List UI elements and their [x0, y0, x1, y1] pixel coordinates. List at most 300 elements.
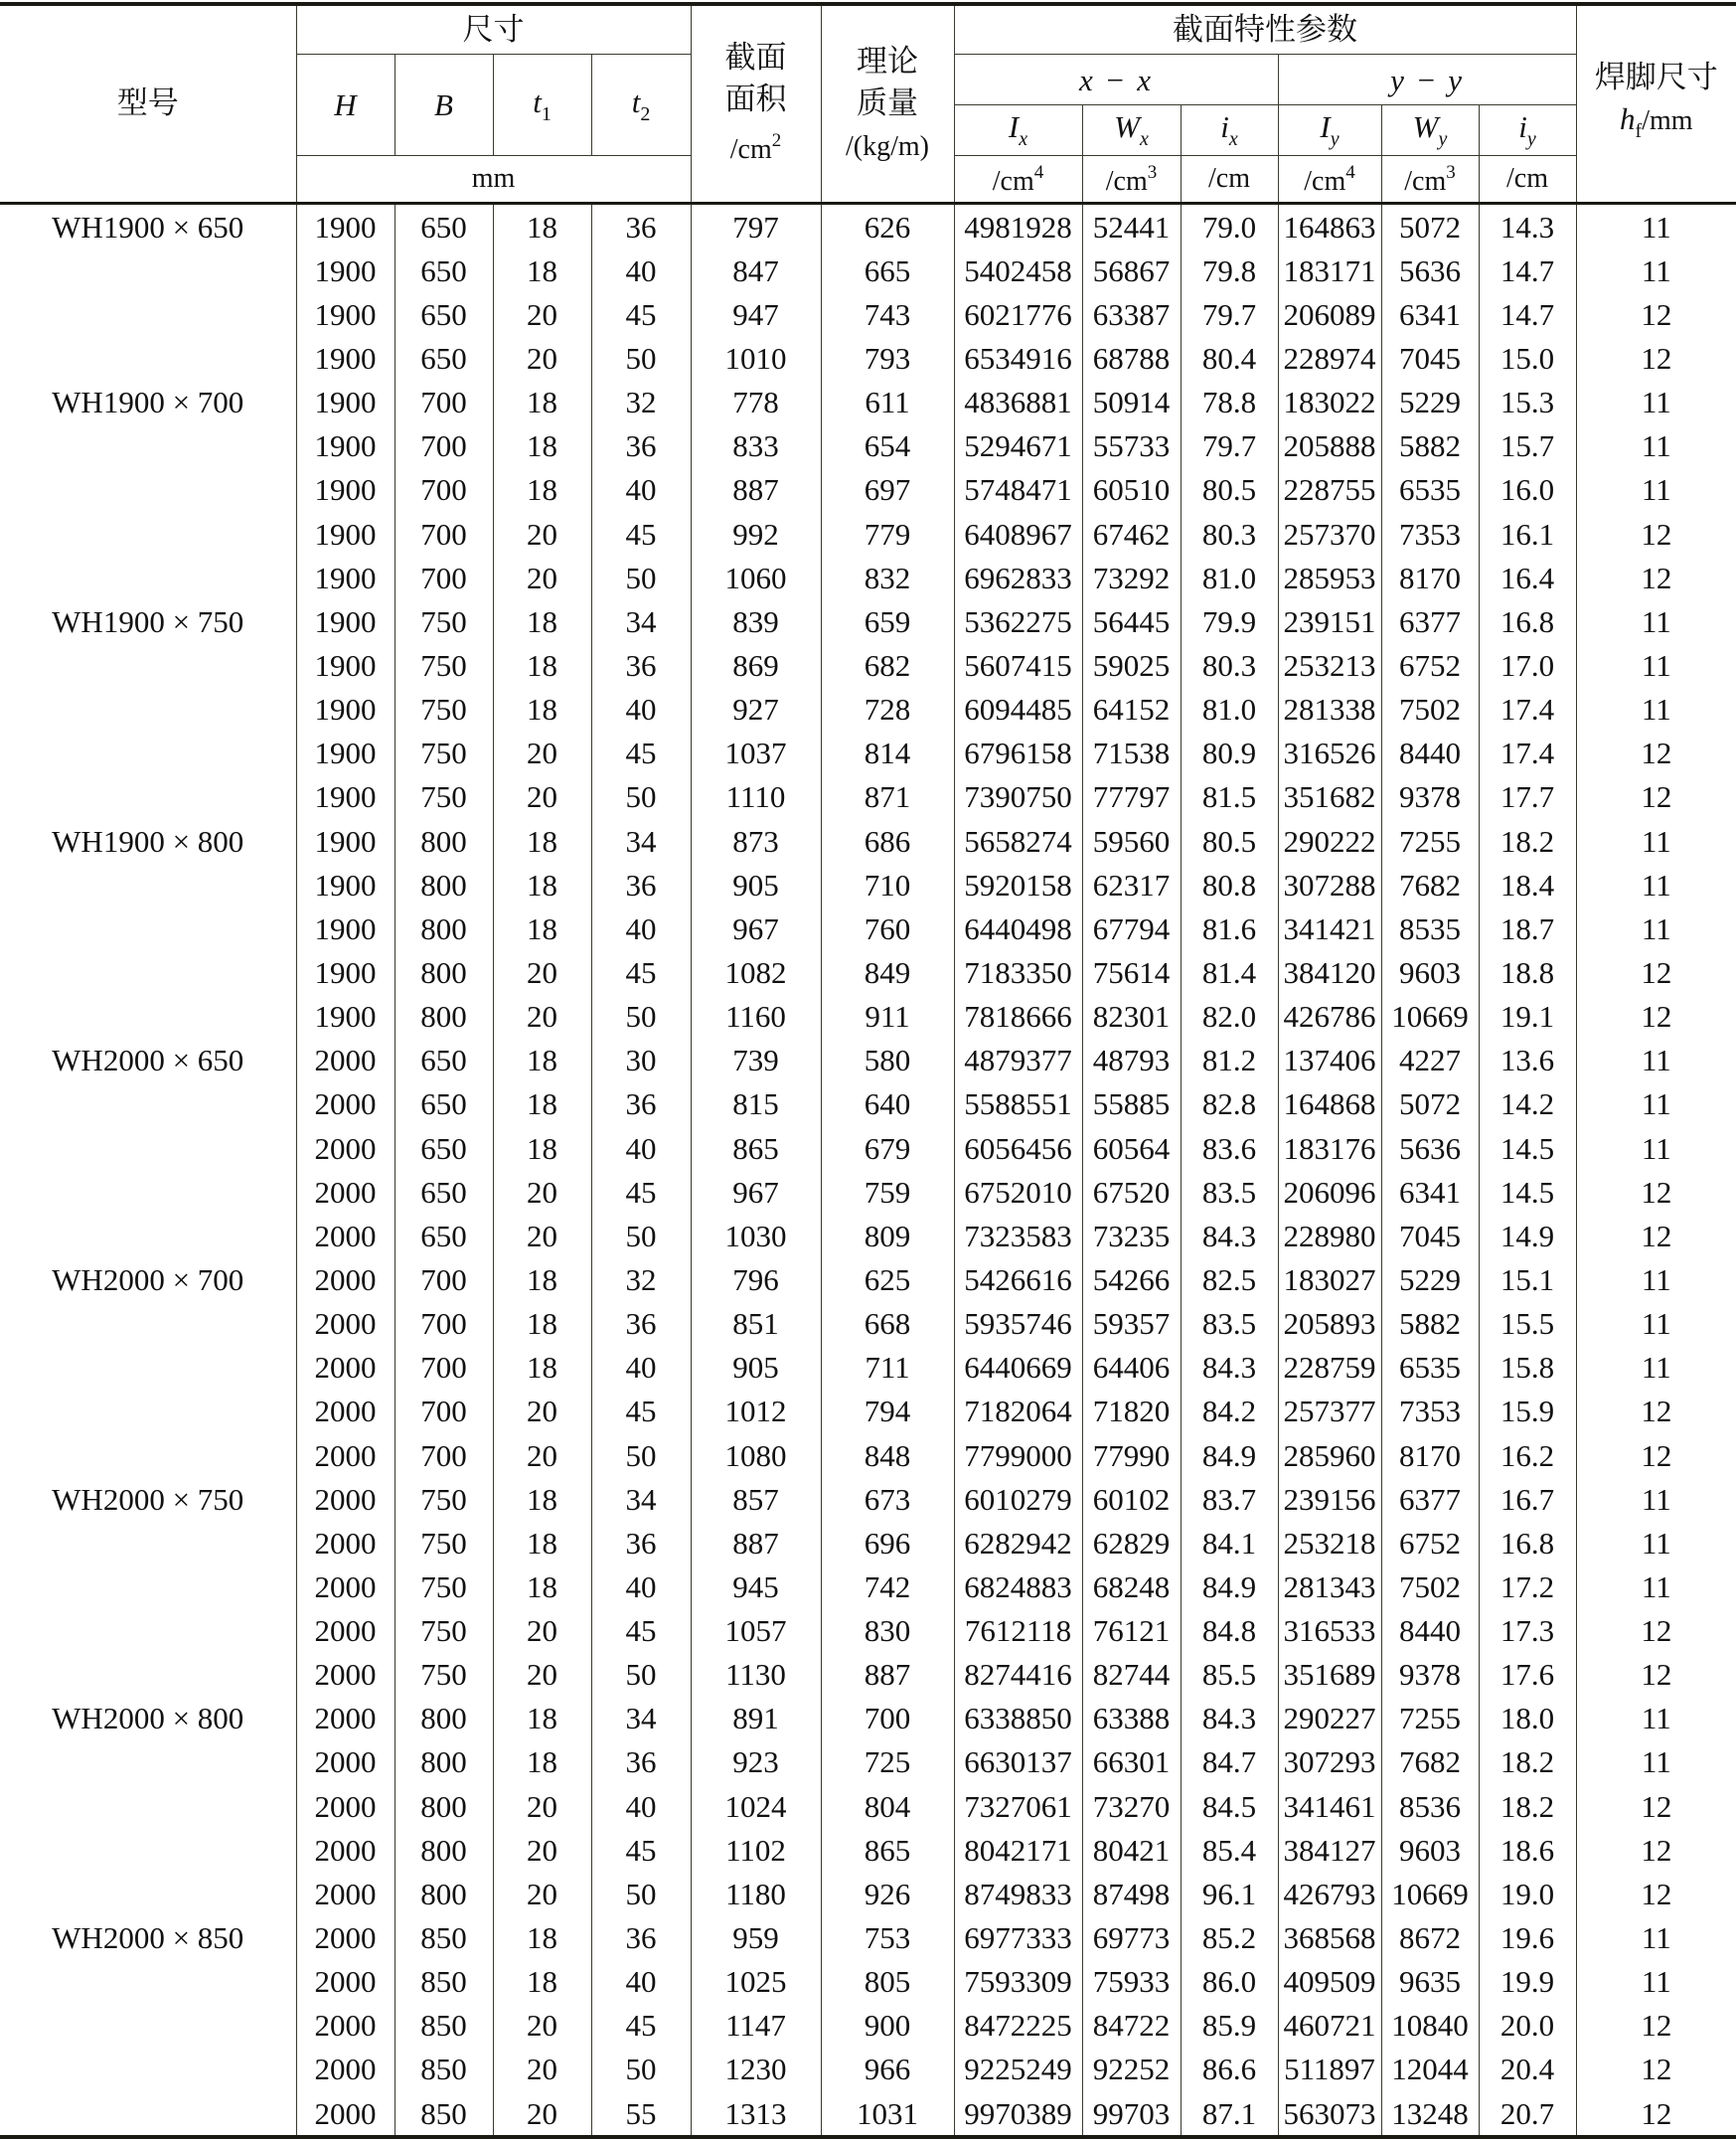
cell-wy: 5636 — [1381, 1126, 1479, 1170]
table-row — [0, 1653, 1736, 1697]
header-weld — [1576, 4, 1736, 204]
table-row — [0, 204, 1736, 249]
cell-hf: 11 — [1576, 906, 1736, 950]
cell-m: 809 — [821, 1214, 954, 1257]
cell-hf: 12 — [1576, 1433, 1736, 1477]
cell-model — [0, 1433, 296, 1477]
cell-ix: 7612118 — [954, 1609, 1082, 1653]
cell-ix: 5607415 — [954, 643, 1082, 687]
cell-a: 1012 — [691, 1390, 821, 1433]
cell-iy: 18.2 — [1479, 1784, 1576, 1828]
cell-m: 830 — [821, 1609, 954, 1653]
cell-t1: 20 — [493, 1214, 591, 1257]
cell-a: 887 — [691, 1521, 821, 1564]
cell-iy: 228980 — [1278, 1214, 1381, 1257]
cell-t1: 18 — [493, 1477, 591, 1521]
cell-h: 2000 — [296, 1039, 395, 1082]
cell-wy: 9603 — [1381, 1828, 1479, 1872]
cell-ix: 6962833 — [954, 556, 1082, 599]
cell-iy: 15.0 — [1479, 336, 1576, 380]
table-row — [0, 1609, 1736, 1653]
cell-b: 850 — [395, 1915, 493, 1959]
table-row — [0, 1214, 1736, 1257]
cell-ix: 83.6 — [1181, 1126, 1278, 1170]
cell-wy: 7502 — [1381, 1564, 1479, 1608]
table-row — [0, 1257, 1736, 1301]
cell-iy: 228974 — [1278, 336, 1381, 380]
header-prop-ix-sub: x — [1228, 128, 1238, 150]
cell-h: 2000 — [296, 1653, 395, 1697]
cell-a: 1024 — [691, 1784, 821, 1828]
cell-a: 967 — [691, 906, 821, 950]
cell-model — [0, 2048, 296, 2091]
table-row — [0, 1915, 1736, 1959]
cell-wy: 7353 — [1381, 512, 1479, 556]
cell-m: 728 — [821, 688, 954, 732]
cell-ix: 81.2 — [1181, 1039, 1278, 1082]
cell-ix: 84.1 — [1181, 1521, 1278, 1564]
cell-t1: 18 — [493, 1915, 591, 1959]
cell-wy: 10669 — [1381, 1872, 1479, 1915]
cell-wx: 99703 — [1082, 2091, 1181, 2137]
cell-a: 1060 — [691, 556, 821, 599]
cell-model — [0, 688, 296, 732]
cell-h: 2000 — [296, 1082, 395, 1126]
cell-iy: 409509 — [1278, 1960, 1381, 2004]
header-prop-Wy-sub: y — [1438, 128, 1448, 150]
cell-t2: 36 — [591, 863, 691, 906]
cell-iy: 228759 — [1278, 1346, 1381, 1390]
cell-m: 679 — [821, 1126, 954, 1170]
cell-wx: 73270 — [1082, 1784, 1181, 1828]
cell-iy: 16.8 — [1479, 599, 1576, 643]
table-row — [0, 1170, 1736, 1214]
cell-hf: 12 — [1576, 950, 1736, 994]
cell-wy: 7045 — [1381, 336, 1479, 380]
cell-m: 865 — [821, 1828, 954, 1872]
cell-t1: 18 — [493, 1564, 591, 1608]
cell-wy: 8170 — [1381, 556, 1479, 599]
header-area-unit-sup: 2 — [771, 130, 782, 151]
cell-t2: 36 — [591, 1302, 691, 1346]
cell-ix: 80.5 — [1181, 468, 1278, 512]
cell-model — [0, 1960, 296, 2004]
cell-b: 650 — [395, 1170, 493, 1214]
cell-ix: 5920158 — [954, 863, 1082, 906]
cell-t2: 45 — [591, 732, 691, 775]
cell-ix: 79.0 — [1181, 204, 1278, 249]
cell-h: 2000 — [296, 2048, 395, 2091]
cell-a: 796 — [691, 1257, 821, 1301]
cell-hf: 12 — [1576, 512, 1736, 556]
cell-iy: 19.6 — [1479, 1915, 1576, 1959]
header-prop-iy-sub: y — [1526, 128, 1536, 150]
cell-wx: 50914 — [1082, 381, 1181, 424]
header-mass — [821, 4, 954, 204]
cell-t2: 30 — [591, 1039, 691, 1082]
cell-ix: 4879377 — [954, 1039, 1082, 1082]
cell-ix: 85.4 — [1181, 1828, 1278, 1872]
cell-a: 905 — [691, 863, 821, 906]
cell-t2: 50 — [591, 1872, 691, 1915]
table-row — [0, 995, 1736, 1039]
cell-ix: 6440498 — [954, 906, 1082, 950]
cell-a: 869 — [691, 643, 821, 687]
cell-wx: 48793 — [1082, 1039, 1181, 1082]
table-row — [0, 381, 1736, 424]
cell-a: 923 — [691, 1740, 821, 1784]
cell-m: 743 — [821, 292, 954, 336]
header-mass-line1: 理论 — [857, 43, 918, 80]
cell-t1: 20 — [493, 512, 591, 556]
cell-ix: 96.1 — [1181, 1872, 1278, 1915]
cell-m: 710 — [821, 863, 954, 906]
cell-wy: 9635 — [1381, 1960, 1479, 2004]
cell-iy: 351689 — [1278, 1653, 1381, 1697]
cell-ix: 8472225 — [954, 2004, 1082, 2048]
cell-m: 697 — [821, 468, 954, 512]
cell-wx: 75614 — [1082, 950, 1181, 994]
cell-model — [0, 336, 296, 380]
header-dim-t2-sym: t — [631, 83, 641, 119]
cell-t2: 45 — [591, 1170, 691, 1214]
cell-model — [0, 292, 296, 336]
cell-iy: 17.2 — [1479, 1564, 1576, 1608]
model-series: WH1900 × 800 — [52, 823, 244, 859]
cell-iy: 511897 — [1278, 2048, 1381, 2091]
cell-wy: 8440 — [1381, 1609, 1479, 1653]
cell-h: 1900 — [296, 775, 395, 819]
cell-b: 700 — [395, 1433, 493, 1477]
cell-b: 800 — [395, 1784, 493, 1828]
cell-hf: 11 — [1576, 1564, 1736, 1608]
cell-wx: 66301 — [1082, 1740, 1181, 1784]
cell-ix: 81.0 — [1181, 688, 1278, 732]
cell-wx: 67520 — [1082, 1170, 1181, 1214]
cell-b: 650 — [395, 1082, 493, 1126]
cell-wx: 55733 — [1082, 424, 1181, 468]
cell-iy: 137406 — [1278, 1039, 1381, 1082]
cell-b: 850 — [395, 2091, 493, 2137]
cell-wx: 55885 — [1082, 1082, 1181, 1126]
cell-h: 2000 — [296, 1784, 395, 1828]
cell-m: 966 — [821, 2048, 954, 2091]
cell-ix: 6094485 — [954, 688, 1082, 732]
cell-model — [0, 1564, 296, 1608]
cell-hf: 11 — [1576, 819, 1736, 863]
cell-m: 926 — [821, 1872, 954, 1915]
cell-wy: 8672 — [1381, 1915, 1479, 1959]
cell-hf: 11 — [1576, 1302, 1736, 1346]
cell-iy: 14.7 — [1479, 292, 1576, 336]
cell-hf: 11 — [1576, 1915, 1736, 1959]
cell-wx: 60510 — [1082, 468, 1181, 512]
cell-a: 1110 — [691, 775, 821, 819]
cell-hf: 12 — [1576, 1214, 1736, 1257]
cell-hf: 11 — [1576, 1039, 1736, 1082]
cell-ix: 7183350 — [954, 950, 1082, 994]
cell-m: 760 — [821, 906, 954, 950]
cell-hf: 11 — [1576, 1346, 1736, 1390]
cell-wx: 84722 — [1082, 2004, 1181, 2048]
cell-ix: 8274416 — [954, 1653, 1082, 1697]
cell-model — [0, 1082, 296, 1126]
cell-a: 1230 — [691, 2048, 821, 2091]
cell-iy: 15.5 — [1479, 1302, 1576, 1346]
table-row — [0, 1390, 1736, 1433]
cell-hf: 11 — [1576, 1082, 1736, 1126]
header-unit-Wx — [1082, 156, 1181, 204]
cell-iy: 18.2 — [1479, 819, 1576, 863]
cell-wy: 7682 — [1381, 863, 1479, 906]
cell-h: 1900 — [296, 863, 395, 906]
cell-model — [0, 2004, 296, 2048]
cell-t1: 20 — [493, 2091, 591, 2137]
cell-model — [0, 1302, 296, 1346]
header-prop-Wy-sym: W — [1412, 109, 1439, 144]
cell-t1: 20 — [493, 292, 591, 336]
header-unit-Wx-sup: 3 — [1147, 161, 1158, 183]
header-unit-ix — [1181, 156, 1278, 204]
cell-ix: 80.3 — [1181, 512, 1278, 556]
header-unit-Wx-text: /cm — [1105, 165, 1148, 197]
cell-ix: 79.7 — [1181, 292, 1278, 336]
cell-model — [0, 381, 296, 424]
cell-m: 805 — [821, 1960, 954, 2004]
cell-wy: 7502 — [1381, 688, 1479, 732]
cell-t1: 20 — [493, 556, 591, 599]
header-dim-H — [296, 55, 395, 156]
cell-wy: 7255 — [1381, 819, 1479, 863]
cell-t2: 36 — [591, 1082, 691, 1126]
cell-model — [0, 1653, 296, 1697]
cell-iy: 290227 — [1278, 1697, 1381, 1740]
cell-ix: 85.9 — [1181, 2004, 1278, 2048]
cell-model — [0, 1609, 296, 1653]
cell-m: 779 — [821, 512, 954, 556]
cell-t1: 18 — [493, 381, 591, 424]
table-row — [0, 863, 1736, 906]
cell-iy: 257377 — [1278, 1390, 1381, 1433]
cell-iy: 206089 — [1278, 292, 1381, 336]
header-prop-iy-sym: i — [1518, 109, 1527, 144]
table-row — [0, 819, 1736, 863]
cell-wy: 7682 — [1381, 1740, 1479, 1784]
header-mass-line2: 质量 — [857, 84, 918, 121]
cell-ix: 7593309 — [954, 1960, 1082, 2004]
cell-model — [0, 995, 296, 1039]
cell-a: 891 — [691, 1697, 821, 1740]
cell-iy: 316526 — [1278, 732, 1381, 775]
header-unit-Iy-sup: 4 — [1345, 161, 1355, 183]
cell-iy: 19.1 — [1479, 995, 1576, 1039]
cell-a: 947 — [691, 292, 821, 336]
cell-b: 650 — [395, 248, 493, 292]
header-area-unit: /cm — [729, 134, 772, 165]
header-prop-Wx — [1082, 105, 1181, 156]
cell-wy: 6535 — [1381, 468, 1479, 512]
cell-hf: 12 — [1576, 556, 1736, 599]
cell-wx: 64152 — [1082, 688, 1181, 732]
cell-h: 2000 — [296, 2091, 395, 2137]
cell-iy: 384120 — [1278, 950, 1381, 994]
cell-wy: 13248 — [1381, 2091, 1479, 2137]
cell-iy: 17.4 — [1479, 732, 1576, 775]
cell-a: 857 — [691, 1477, 821, 1521]
cell-m: 611 — [821, 381, 954, 424]
cell-wx: 63388 — [1082, 1697, 1181, 1740]
cell-iy: 14.5 — [1479, 1126, 1576, 1170]
cell-iy: 183171 — [1278, 248, 1381, 292]
cell-t2: 45 — [591, 1390, 691, 1433]
table-row — [0, 775, 1736, 819]
header-mass-unit: /(kg/m) — [846, 130, 929, 162]
cell-hf: 11 — [1576, 1257, 1736, 1301]
cell-ix: 6977333 — [954, 1915, 1082, 1959]
cell-m: 725 — [821, 1740, 954, 1784]
cell-b: 650 — [395, 1126, 493, 1170]
cell-t1: 18 — [493, 863, 591, 906]
cell-h: 1900 — [296, 819, 395, 863]
header-prop-Wx-sym: W — [1114, 109, 1140, 144]
cell-ix: 6408967 — [954, 512, 1082, 556]
cell-t1: 18 — [493, 819, 591, 863]
cell-iy: 18.7 — [1479, 906, 1576, 950]
header-dim-unit: mm — [296, 156, 691, 204]
cell-hf: 11 — [1576, 1697, 1736, 1740]
cell-ix: 82.0 — [1181, 995, 1278, 1039]
cell-hf: 12 — [1576, 995, 1736, 1039]
cell-t1: 20 — [493, 1653, 591, 1697]
cell-b: 650 — [395, 1039, 493, 1082]
cell-wy: 6752 — [1381, 643, 1479, 687]
cell-m: 887 — [821, 1653, 954, 1697]
cell-t1: 18 — [493, 424, 591, 468]
cell-t2: 50 — [591, 1433, 691, 1477]
cell-t2: 45 — [591, 2004, 691, 2048]
cell-t2: 40 — [591, 906, 691, 950]
cell-iy: 368568 — [1278, 1915, 1381, 1959]
cell-b: 800 — [395, 863, 493, 906]
cell-ix: 7818666 — [954, 995, 1082, 1039]
cell-h: 2000 — [296, 1872, 395, 1915]
cell-a: 815 — [691, 1082, 821, 1126]
cell-m: 793 — [821, 336, 954, 380]
cell-m: 804 — [821, 1784, 954, 1828]
cell-wy: 8440 — [1381, 732, 1479, 775]
cell-m: 900 — [821, 2004, 954, 2048]
cell-a: 1130 — [691, 1653, 821, 1697]
model-series: WH1900 × 700 — [52, 385, 244, 420]
cell-t2: 36 — [591, 1740, 691, 1784]
cell-m: 742 — [821, 1564, 954, 1608]
cell-iy: 17.4 — [1479, 688, 1576, 732]
cell-wx: 63387 — [1082, 292, 1181, 336]
cell-wy: 5072 — [1381, 204, 1479, 249]
cell-wx: 77797 — [1082, 775, 1181, 819]
cell-b: 800 — [395, 1828, 493, 1872]
cell-t1: 18 — [493, 1697, 591, 1740]
cell-iy: 205893 — [1278, 1302, 1381, 1346]
cell-hf: 12 — [1576, 732, 1736, 775]
table-row — [0, 512, 1736, 556]
cell-ix: 6440669 — [954, 1346, 1082, 1390]
cell-wy: 8170 — [1381, 1433, 1479, 1477]
cell-a: 873 — [691, 819, 821, 863]
header-prop-ix — [1181, 105, 1278, 156]
cell-ix: 81.0 — [1181, 556, 1278, 599]
cell-t1: 20 — [493, 732, 591, 775]
cell-t1: 18 — [493, 1039, 591, 1082]
cell-h: 1900 — [296, 468, 395, 512]
cell-iy: 17.7 — [1479, 775, 1576, 819]
cell-iy: 15.9 — [1479, 1390, 1576, 1433]
cell-model — [0, 2091, 296, 2137]
cell-wy: 4227 — [1381, 1039, 1479, 1082]
cell-h: 2000 — [296, 1740, 395, 1784]
cell-model — [0, 1828, 296, 1872]
cell-wx: 56445 — [1082, 599, 1181, 643]
cell-t1: 20 — [493, 1872, 591, 1915]
cell-iy: 164868 — [1278, 1082, 1381, 1126]
table-header — [0, 4, 1736, 204]
cell-h: 2000 — [296, 1390, 395, 1433]
cell-b: 700 — [395, 556, 493, 599]
cell-wy: 5072 — [1381, 1082, 1479, 1126]
cell-iy: 239156 — [1278, 1477, 1381, 1521]
cell-model — [0, 1697, 296, 1740]
cell-h: 1900 — [296, 643, 395, 687]
cell-h: 1900 — [296, 512, 395, 556]
cell-m: 848 — [821, 1433, 954, 1477]
cell-b: 800 — [395, 1697, 493, 1740]
cell-h: 1900 — [296, 995, 395, 1039]
cell-iy: 239151 — [1278, 599, 1381, 643]
cell-wy: 8536 — [1381, 1784, 1479, 1828]
cell-wx: 82744 — [1082, 1653, 1181, 1697]
cell-ix: 85.2 — [1181, 1915, 1278, 1959]
cell-t1: 18 — [493, 204, 591, 249]
cell-ix: 80.5 — [1181, 819, 1278, 863]
cell-iy: 18.8 — [1479, 950, 1576, 994]
table-row — [0, 1521, 1736, 1564]
cell-model — [0, 599, 296, 643]
cell-wy: 12044 — [1381, 2048, 1479, 2091]
cell-ix: 4836881 — [954, 381, 1082, 424]
cell-t2: 34 — [591, 819, 691, 863]
cell-wy: 5882 — [1381, 1302, 1479, 1346]
cell-ix: 5588551 — [954, 1082, 1082, 1126]
cell-t2: 40 — [591, 248, 691, 292]
cell-t1: 18 — [493, 1302, 591, 1346]
cell-m: 668 — [821, 1302, 954, 1346]
header-unit-Wy — [1381, 156, 1479, 204]
cell-iy: 285953 — [1278, 556, 1381, 599]
cell-iy: 281343 — [1278, 1564, 1381, 1608]
cell-iy: 563073 — [1278, 2091, 1381, 2137]
cell-t2: 45 — [591, 292, 691, 336]
cell-t2: 45 — [591, 950, 691, 994]
header-unit-Ix-text: /cm — [992, 165, 1034, 197]
cell-t2: 34 — [591, 599, 691, 643]
cell-t2: 40 — [591, 1564, 691, 1608]
header-axis-x: x − x — [954, 55, 1278, 105]
cell-iy: 19.0 — [1479, 1872, 1576, 1915]
cell-t1: 18 — [493, 1082, 591, 1126]
header-dim-B — [395, 55, 493, 156]
cell-t1: 18 — [493, 1740, 591, 1784]
header-unit-Ix — [954, 156, 1082, 204]
